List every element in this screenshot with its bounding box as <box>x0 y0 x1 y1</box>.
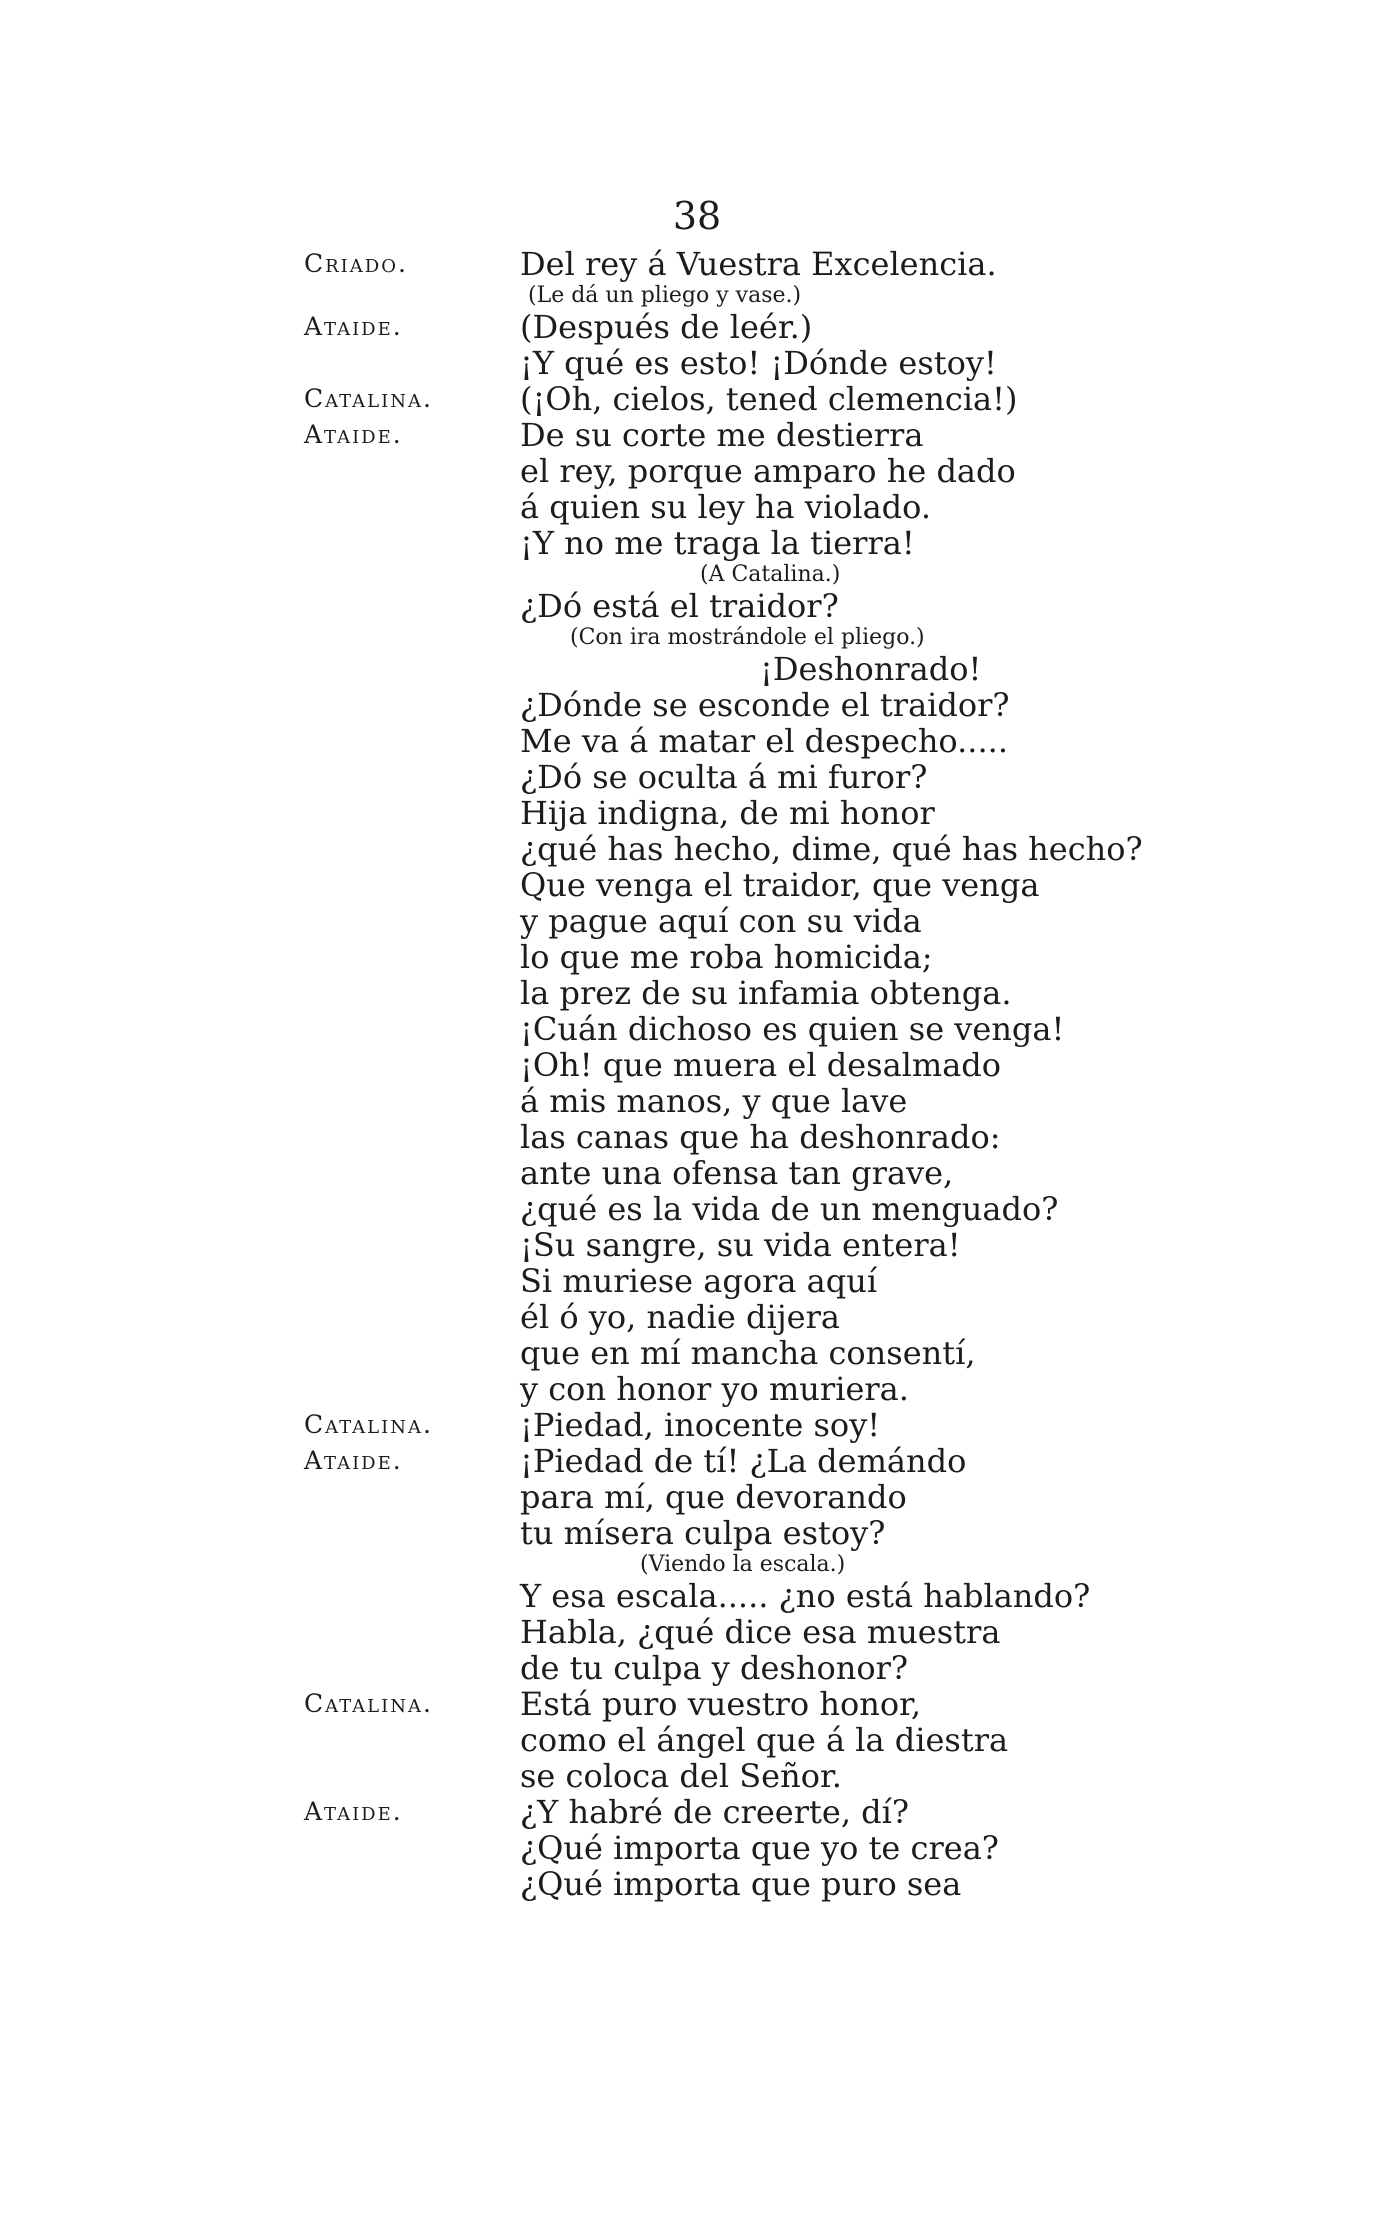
verse-line <box>0 1335 1394 1371</box>
verse-text: ¡Y no me traga la tierra! <box>520 524 915 562</box>
verse-text: de tu culpa y deshonor? <box>520 1649 909 1687</box>
speaker-name: Ataide. <box>304 312 403 341</box>
verse-line <box>0 1299 1394 1335</box>
verse-line <box>0 246 1394 282</box>
verse-text: Hija indigna, de mi honor <box>520 794 935 832</box>
verse-text: ¡Su sangre, su vida entera! <box>520 1226 961 1264</box>
verse-line <box>0 1227 1394 1263</box>
verse-line <box>0 345 1394 381</box>
stage-direction-line <box>0 561 1394 588</box>
verse-text: Del rey á Vuestra Excelencia. <box>520 245 997 283</box>
verse-line <box>0 1407 1394 1443</box>
speaker-name: Catalina. <box>304 1410 433 1439</box>
verse-line <box>0 1578 1394 1614</box>
verse-line <box>0 1614 1394 1650</box>
verse-line <box>0 1263 1394 1299</box>
verse-line <box>0 831 1394 867</box>
verse-text: que en mí mancha consentí, <box>520 1334 976 1372</box>
verse-line <box>0 723 1394 759</box>
verse-text: ¡Deshonrado! <box>760 650 982 688</box>
verse-line <box>0 489 1394 525</box>
verse-line <box>0 525 1394 561</box>
verse-line <box>0 1191 1394 1227</box>
verse-text: ante una ofensa tan grave, <box>520 1154 954 1192</box>
verse-text: ¡Piedad, inocente soy! <box>520 1406 881 1444</box>
stage-direction-line <box>0 624 1394 651</box>
verse-line <box>0 1083 1394 1119</box>
verse-text: lo que me roba homicida; <box>520 938 933 976</box>
stage-direction-line <box>0 1551 1394 1578</box>
stage-direction: (Le dá un pliego y vase.) <box>528 283 802 308</box>
verse-text: las canas que ha deshonrado: <box>520 1118 1001 1156</box>
verse-line <box>0 795 1394 831</box>
verse-text: Si muriese agora aquí <box>520 1262 878 1300</box>
verse-text: y con honor yo muriera. <box>520 1370 909 1408</box>
verse-text: ¿Dó está el traidor? <box>520 587 839 625</box>
verse-text: ¡Piedad de tí! ¿La demándo <box>520 1442 967 1480</box>
verse-text: como el ángel que á la diestra <box>520 1721 1009 1759</box>
verse-line <box>0 1155 1394 1191</box>
verse-text: ¿Qué importa que yo te crea? <box>520 1829 999 1867</box>
speaker-name: Criado. <box>304 249 408 278</box>
verse-line <box>0 381 1394 417</box>
verse-line <box>0 417 1394 453</box>
verse-text: ¿Qué importa que puro sea <box>520 1865 962 1903</box>
verse-line <box>0 939 1394 975</box>
verse-text: Me va á matar el despecho..... <box>520 722 1008 760</box>
verse-text: ¿qué has hecho, dime, qué has hecho? <box>520 830 1143 868</box>
stage-direction-line <box>0 282 1394 309</box>
verse-line <box>0 1515 1394 1551</box>
play-script <box>0 246 1394 1902</box>
verse-text: á mis manos, y que lave <box>520 1082 908 1120</box>
stage-direction: (A Catalina.) <box>700 562 841 587</box>
verse-text: (¡Oh, cielos, tened clemencia!) <box>520 380 1018 418</box>
verse-line <box>0 867 1394 903</box>
verse-text: Y esa escala..... ¿no está hablando? <box>520 1577 1091 1615</box>
verse-line <box>0 1443 1394 1479</box>
speaker-name: Catalina. <box>304 384 433 413</box>
verse-line <box>0 1758 1394 1794</box>
speaker-name: Ataide. <box>304 1446 403 1475</box>
verse-line <box>0 1686 1394 1722</box>
verse-text: Está puro vuestro honor, <box>520 1685 922 1723</box>
verse-line <box>0 309 1394 345</box>
verse-line <box>0 759 1394 795</box>
verse-line <box>0 1119 1394 1155</box>
verse-line <box>0 1371 1394 1407</box>
verse-line <box>0 1794 1394 1830</box>
verse-text: ¿Dó se oculta á mi furor? <box>520 758 928 796</box>
verse-text: Que venga el traidor, que venga <box>520 866 1040 904</box>
verse-line <box>0 1047 1394 1083</box>
verse-text: se coloca del Señor. <box>520 1757 842 1795</box>
stage-direction: (Con ira mostrándole el pliego.) <box>570 625 925 650</box>
verse-line <box>0 453 1394 489</box>
verse-line <box>0 651 1394 687</box>
page-number: 38 <box>672 194 722 238</box>
verse-text: ¿qué es la vida de un menguado? <box>520 1190 1059 1228</box>
verse-text: ¿Dónde se esconde el traidor? <box>520 686 1010 724</box>
verse-line <box>0 1650 1394 1686</box>
verse-line <box>0 1722 1394 1758</box>
verse-text: (Después de leér.) <box>520 308 813 346</box>
verse-line <box>0 975 1394 1011</box>
verse-line <box>0 903 1394 939</box>
speaker-name: Ataide. <box>304 1797 403 1826</box>
verse-text: ¡Y qué es esto! ¡Dónde estoy! <box>520 344 997 382</box>
speaker-name: Ataide. <box>304 420 403 449</box>
verse-text: él ó yo, nadie dijera <box>520 1298 840 1336</box>
verse-text: la prez de su infamia obtenga. <box>520 974 1012 1012</box>
verse-text: el rey, porque amparo he dado <box>520 452 1016 490</box>
stage-direction: (Viendo la escala.) <box>640 1552 846 1577</box>
verse-text: y pague aquí con su vida <box>520 902 922 940</box>
verse-line <box>0 1866 1394 1902</box>
verse-text: ¡Oh! que muera el desalmado <box>520 1046 1002 1084</box>
verse-line <box>0 1479 1394 1515</box>
speaker-name: Catalina. <box>304 1689 433 1718</box>
verse-text: ¿Y habré de creerte, dí? <box>520 1793 910 1831</box>
verse-text: á quien su ley ha violado. <box>520 488 932 526</box>
verse-line <box>0 1830 1394 1866</box>
verse-text: ¡Cuán dichoso es quien se venga! <box>520 1010 1065 1048</box>
verse-text: Habla, ¿qué dice esa muestra <box>520 1613 1001 1651</box>
verse-line <box>0 687 1394 723</box>
verse-text: De su corte me destierra <box>520 416 924 454</box>
verse-text: tu mísera culpa estoy? <box>520 1514 886 1552</box>
verse-text: para mí, que devorando <box>520 1478 907 1516</box>
verse-line <box>0 588 1394 624</box>
verse-line <box>0 1011 1394 1047</box>
